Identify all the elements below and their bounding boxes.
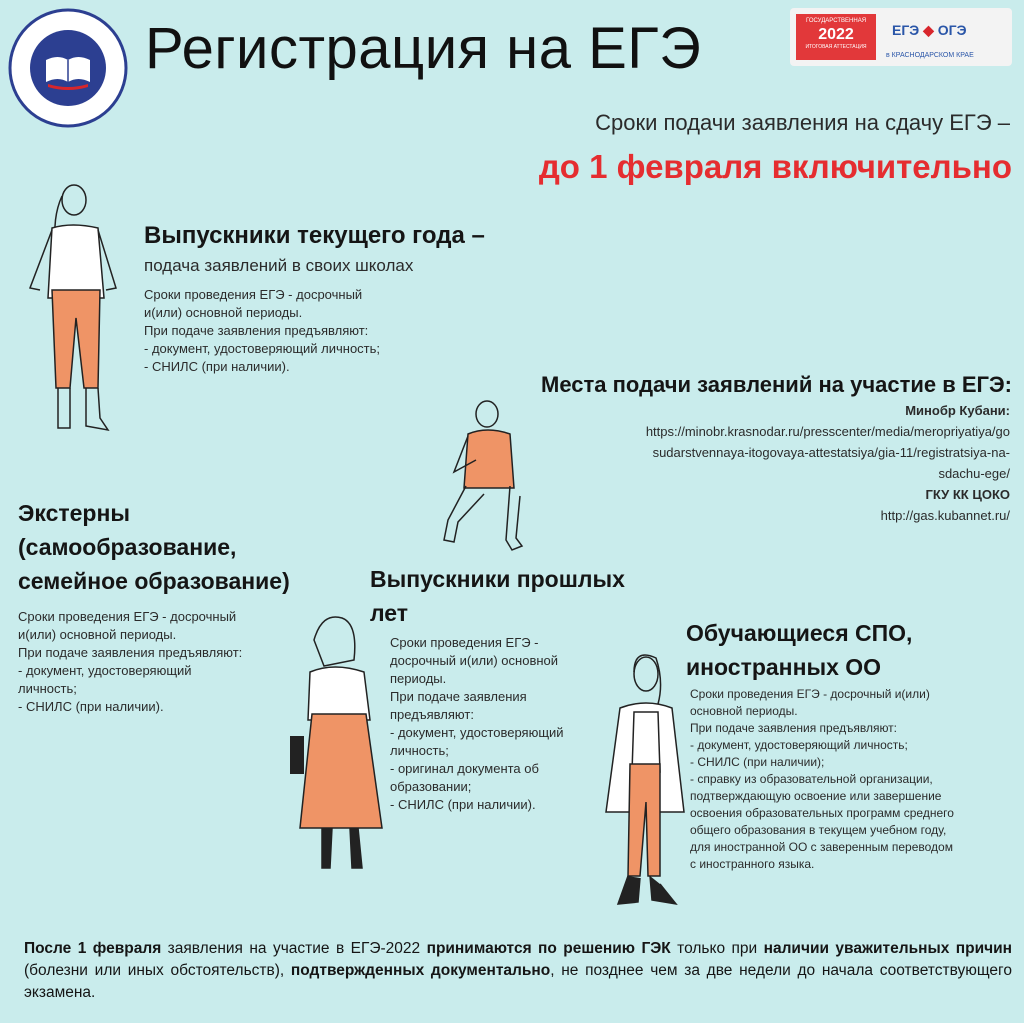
deadline-date: до 1 февраля включительно [538,148,1012,185]
minobr-link-l3[interactable]: sdachu-ege/ [938,466,1010,481]
footer-t1: заявления на участие в ЕГЭ-2022 [161,940,427,957]
spo-heading-l2: иностранных ОО [686,654,882,680]
gia-label-2: ИТОГОВАЯ АТТЕСТАЦИЯ [805,44,867,50]
ministry-seal-logo [8,8,128,128]
past-grads-heading-l2: лет [370,600,409,626]
region-label: в КРАСНОДАРСКОМ КРАЕ [886,52,974,59]
org-minobr: Минобр Кубани: [905,403,1010,418]
deadline-intro: Сроки подачи заявления на сдачу ЕГЭ – [595,110,1010,135]
coat-student-illustration [598,652,688,912]
externs-body: Сроки проведения ЕГЭ - досрочный и(или) основной периоды. При подаче заявления предъявляют: - документ, удостоверяющий личность; - СНИЛС (при наличии). [18,609,243,714]
spo-heading-l1: Обучающиеся СПО, [686,620,913,646]
spo-body: Сроки проведения ЕГЭ - досрочный и(или) основной периоды. При подаче заявления предъявляют: - документ, удостоверяющий личность; - СНИЛС (при наличии); - справку из образовательной организации, подтверждающую освоение или завершение освоения образовательных программ среднего общего образования в текущем учебном году, для иностранной ОО с заверенным переводом с иностранного языка. [690,687,954,871]
gia-label: ГОСУДАРСТВЕННАЯ [805,18,867,24]
externs-heading-l2: (самообразование, [18,534,237,560]
current-grads-subheading: подача заявлений в своих школах [144,256,414,275]
past-grads-body: Сроки проведения ЕГЭ - досрочный и(или) основной периоды. При подаче заявления предъявляют: - документ, удостоверяющий личность; - оригинал документа об образовании; - СНИЛС (при наличии). [390,635,564,812]
skirt-student-illustration [288,610,388,880]
spo-heading [686,616,912,684]
places-heading: Места подачи заявлений на участие в ЕГЭ: [541,372,1012,397]
externs-heading-l3: семейное образование) [18,568,290,594]
past-grads-heading [370,562,625,630]
coko-link[interactable]: http://gas.kubannet.ru/ [880,508,1010,523]
page-title: Регистрация на ЕГЭ [145,16,702,81]
ege-oge-logo [790,8,1012,66]
footer-b4: подтвержденных документально [290,962,551,979]
footer-b3: наличии уважительных причин [763,940,1012,957]
ege-label: ЕГЭ [892,22,920,38]
gia-badge [796,14,876,60]
minobr-link-l1[interactable]: https://minobr.krasnodar.ru/presscenter/media/meropriyatiya/go [645,424,1010,439]
externs-heading-l1: Экстерны [18,500,131,526]
footer-t4: , не позднее чем за две недели до начала соответствующего экзамена. [24,962,1012,1001]
sitting-student-illustration [432,400,542,560]
footer-note [24,938,1012,1004]
oge-label: ОГЭ [937,22,967,38]
past-grads-heading-l1: Выпускники прошлых [370,566,625,592]
ege-oge-label: ЕГЭ ◆ ОГЭ [892,22,967,38]
org-coko: ГКУ КК ЦОКО [925,487,1010,502]
standing-student-illustration [22,178,122,448]
externs-heading [18,496,290,598]
minobr-link-l2[interactable]: sudarstvennaya-itogovaya-attestatsiya/gia-11/registratsiya-na- [652,445,1010,460]
gia-year: 2022 [818,26,854,43]
footer-b2: принимаются по решению ГЭК [426,940,671,957]
current-grads-body: Сроки проведения ЕГЭ - досрочный и(или) основной периоды. При подаче заявления предъявляют: - документ, удостоверяющий личность; - СНИЛС (при наличии). [144,287,381,374]
places-list [646,400,1010,526]
current-grads-heading: Выпускники текущего года – [144,222,485,249]
footer-b1: После 1 февраля [24,940,162,957]
footer-t3: (болезни или иных обстоятельств), [24,962,291,979]
footer-t2: только при [670,940,764,957]
